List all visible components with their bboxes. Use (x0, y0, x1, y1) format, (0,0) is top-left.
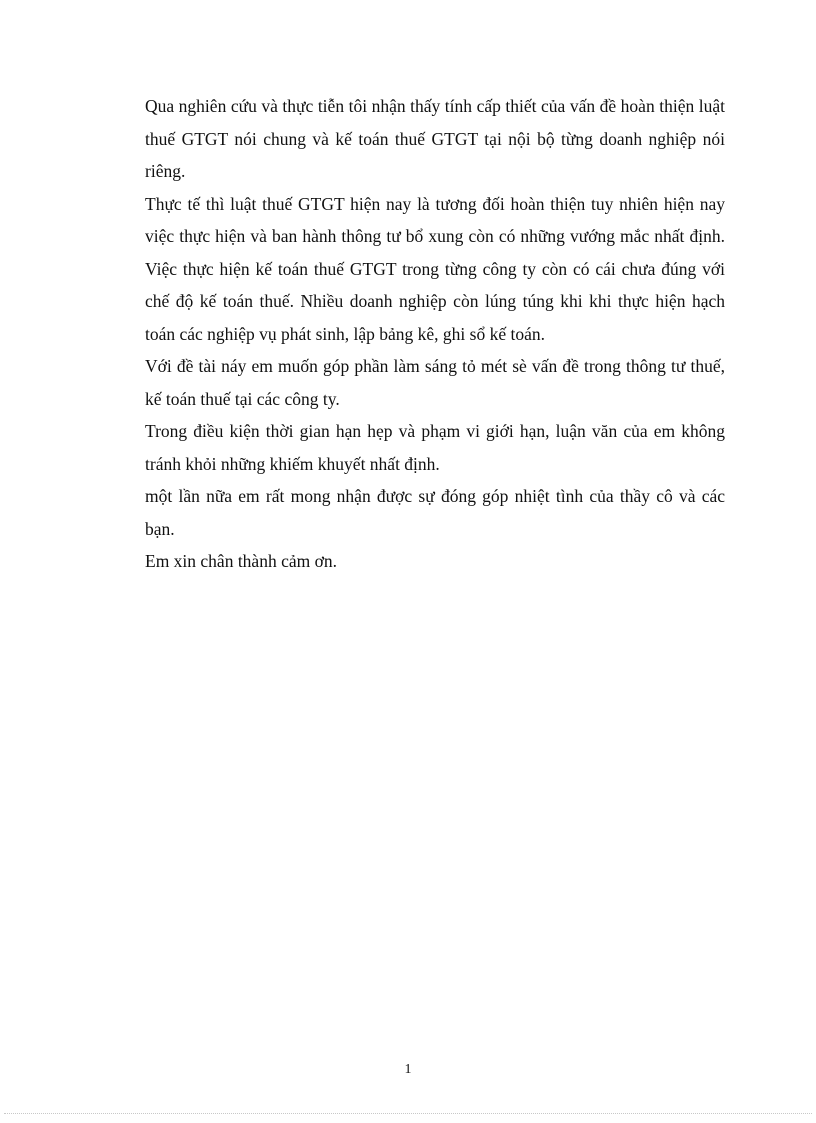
body-text (145, 90, 725, 578)
page-number: 1 (404, 1062, 412, 1077)
page-bottom-border (4, 1113, 812, 1114)
paragraph-research-intro: Qua nghiên cứu và thực tiễn tôi nhận thấy tính cấp thiết của vấn đề hoàn thiện luật thuế GTGT nói chung và kế toán thuế GTGT tại nội bộ từng doanh nghiệp nói riêng. (145, 96, 725, 181)
paragraph-vat-law-status: Thực tế thì luật thuế GTGT hiện nay là tương đối hoàn thiện tuy nhiên hiện nay việc thực hiện và ban hành thông tư bổ xung còn có những vướng mắc nhất định. Việc thực hiện kế toán thuế GTGT trong từng công ty còn có cái chưa đúng với chế độ kế toán thuế. Nhiều doanh nghiệp còn lúng túng khi khi thực hiện hạch toán các nghiệp vụ phát sinh, lập bảng kê, ghi sổ kế toán. (145, 193, 725, 344)
paragraph-limitations: Trong điều kiện thời gian hạn hẹp và phạm vi giới hạn, luận văn của em không tránh khỏi những khiếm khuyết nhất định. (145, 421, 725, 474)
paragraph-thanks: Em xin chân thành cảm ơn. (145, 551, 337, 571)
paragraph-request-feedback: một lần nữa em rất mong nhận được sự đóng góp nhiệt tình của thầy cô và các bạn. (145, 486, 725, 539)
paragraph-thesis-purpose: Với đề tài náy em muốn góp phần làm sáng tỏ mét sè vấn đề trong thông tư thuế, kế toán thuế tại các công ty. (145, 356, 725, 409)
